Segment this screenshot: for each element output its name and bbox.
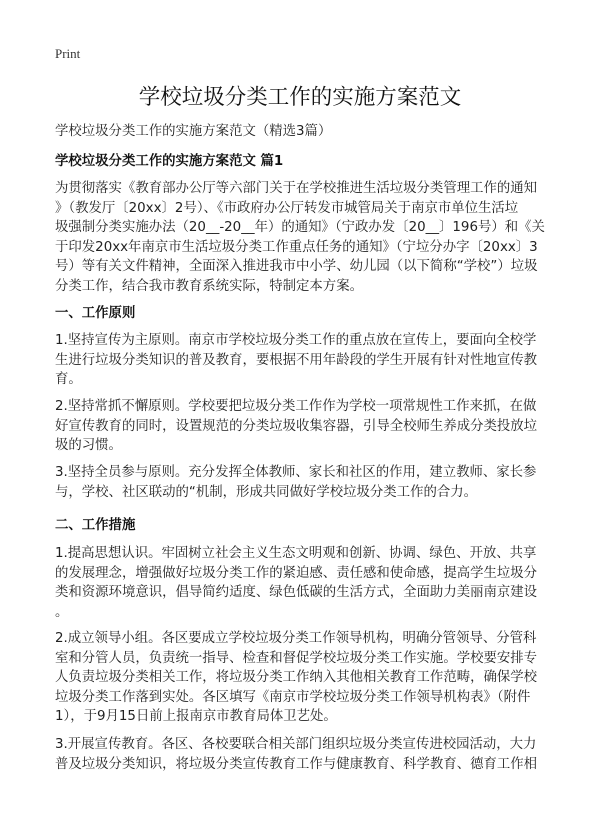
text-line: 2.坚持常抓不懈原则。学校要把垃圾分类工作作为学校一项常规性工作来抓，在做: [55, 399, 537, 414]
text-line: 圾强制分类实施办法（20__-20__年）的通知》（宁政办发〔20__〕196号）和《关: [55, 220, 545, 236]
text-line: 垃圾分类工作落到实处。各区填写《南京市学校垃圾分类工作领导机构表》（附件: [55, 689, 531, 705]
section2-paragraph-1: [55, 544, 555, 622]
section2-heading: 二、工作措施: [55, 518, 136, 533]
text-line: 室和分管人员，负责统一指导、检查和督促学校垃圾分类工作实施。学校要安排专: [55, 650, 538, 666]
text-line: 3.坚持全员参与原则。充分发挥全体教师、家长和社区的作用，建立教师、家长参: [55, 465, 537, 480]
text-line: 号）等有关文件精神，全面深入推进我市中小学、幼儿园（以下简称“学校”）垃圾: [55, 259, 538, 275]
text-line: 类和资源环境意识，倡导简约适度、绿色低碳的生活方式，全面助力美丽南京建设: [55, 585, 538, 601]
section2-paragraph-3: [55, 735, 555, 774]
intro-paragraph: [55, 179, 555, 297]
text-line: 普及垃圾分类知识，将垃圾分类宣传教育工作与健康教育、科学教育、德育工作相: [55, 756, 538, 772]
text-line: 》（教发厅〔20xx〕2号）、《市政府办公厅转发市城管局关于南京市单位生活垃: [55, 200, 519, 216]
section2-paragraph-2: [55, 629, 555, 727]
section1-paragraph-2: [55, 397, 555, 456]
text-line: 生进行垃圾分类知识的普及教育，要根据不用年龄段的学生开展有针对性地宣传教: [55, 352, 538, 368]
text-line: 与，学校、社区联动的“机制，形成共同做好学校垃圾分类工作的合力。: [55, 484, 478, 500]
text-line: 。: [55, 604, 69, 620]
text-line: 3.开展宣传教育。各区、各校要联合相关部门组织垃圾分类宣传进校园活动，大力: [55, 737, 537, 752]
document-title: 学校垃圾分类工作的实施方案范文: [138, 85, 462, 110]
text-line: 1.坚持宣传为主原则。南京市学校垃圾分类工作的重点放在宣传上，要面向全校学: [55, 333, 537, 348]
text-line: 好宣传教育的同时，设置规范的分类垃圾收集容器，引导全校师生养成分类投放垃: [55, 418, 538, 434]
text-line: 人负责垃圾分类相关工作，将垃圾分类工作纳入其他相关教育工作范畴，确保学校: [55, 670, 538, 686]
print-label: Print: [55, 46, 81, 61]
text-line: 1.提高思想认识。牢固树立社会主义生态文明观和创新、协调、绿色、开放、共享: [55, 546, 537, 561]
text-line: 分类工作，结合我市教育系统实际，特制定本方案。: [55, 278, 363, 294]
text-line: 育。: [55, 372, 82, 388]
section1-paragraph-3: [55, 463, 555, 502]
document-subtitle: 学校垃圾分类工作的实施方案范文（精选3篇）: [55, 124, 332, 139]
text-line: 1），于9月15日前上报南京市教育局体卫艺处。: [55, 709, 337, 725]
text-line: 圾的习惯。: [55, 438, 122, 454]
section1-paragraph-1: [55, 331, 555, 390]
article-heading: 学校垃圾分类工作的实施方案范文 篇1: [55, 154, 284, 169]
text-line: 于印发20xx年南京市生活垃圾分类工作重点任务的通知》（宁垃分办字〔20xx〕3: [55, 239, 538, 255]
section1-heading: 一、工作原则: [55, 306, 136, 321]
text-line: 为贯彻落实《教育部办公厅等六部门关于在学校推进生活垃圾分类管理工作的通知: [55, 181, 538, 196]
text-line: 的发展理念，增强做好垃圾分类工作的紧迫感、责任感和使命感，提高学生垃圾分: [55, 565, 538, 581]
text-line: 2.成立领导小组。各区要成立学校垃圾分类工作领导机构，明确分管领导、分管科: [55, 631, 537, 646]
